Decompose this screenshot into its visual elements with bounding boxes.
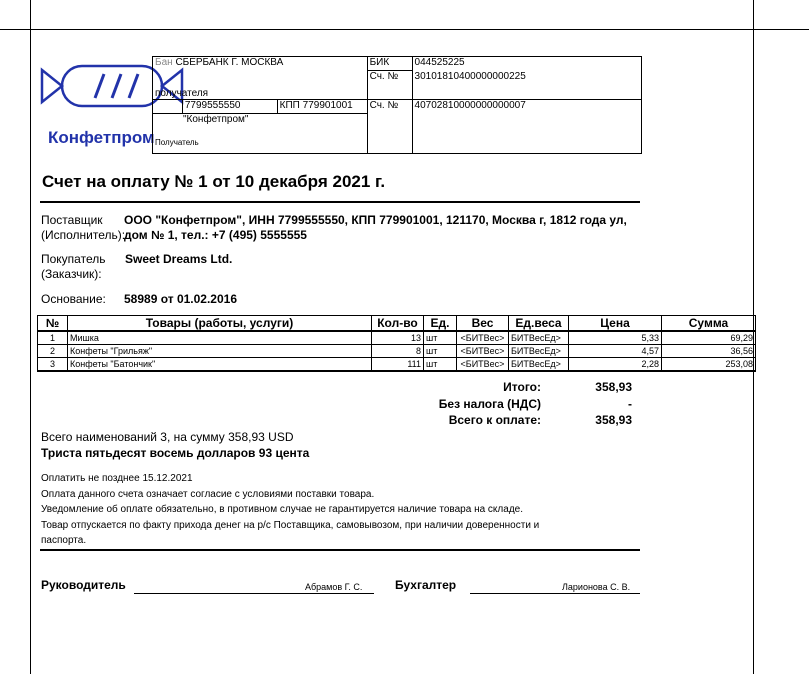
accountant-name: Ларионова С. В. [562, 582, 631, 592]
acc-value: 40702810000000000007 [412, 100, 641, 114]
note-line: Оплата данного счета означает согласие с условиями поставки товара. [41, 488, 375, 500]
row-n: 1 [38, 331, 68, 345]
total-value: 358,93 [595, 380, 632, 394]
note-line: Уведомление об оплате обязательно, в противном случае не гарантируется наличие товара на складе. [41, 504, 523, 515]
supplier-label [41, 213, 125, 243]
bik-value: 044525225 [412, 57, 641, 71]
col-header-price: Цена [569, 316, 662, 332]
kpp-label: КПП [279, 100, 300, 111]
row-qty: 8 [372, 345, 424, 358]
table-row [38, 345, 756, 358]
bank-prefix: Бан [155, 57, 173, 68]
kpp-value: 779901001 [302, 100, 353, 111]
row-qty: 13 [372, 331, 424, 345]
items-table [37, 315, 756, 372]
row-price: 2,28 [569, 358, 662, 372]
corr-label: Сч. № [367, 71, 412, 100]
page-top-tick [770, 29, 809, 30]
col-header-sum: Сумма [662, 316, 756, 332]
total-label: Итого: [503, 380, 541, 394]
note-line: Оплатить не позднее 15.12.2021 [41, 473, 193, 484]
buyer-value: Sweet Dreams Ltd. [125, 252, 233, 266]
corr-value: 30101810400000000225 [412, 71, 641, 100]
table-row [38, 358, 756, 372]
page-left-line [30, 0, 31, 674]
vat-value: - [628, 397, 632, 411]
supplier-line-2: дом № 1, тел.: +7 (495) 5555555 [124, 228, 307, 242]
row-name: Мишка [68, 331, 372, 345]
summary-words: Триста пятьдесят восемь долларов 93 цента [41, 446, 310, 460]
col-header-weight-unit: Ед.веса [509, 316, 569, 332]
supplier-label-2: (Исполнитель): [41, 228, 126, 242]
summary-count: Всего наименований 3, на сумму 358,93 USD [41, 430, 294, 444]
bank-recipient-label: получателя [155, 88, 209, 99]
page-top-line [0, 29, 809, 30]
col-header-goods: Товары (работы, услуги) [68, 316, 372, 332]
row-weight: <БИТВес> [457, 345, 509, 358]
row-price: 5,33 [569, 331, 662, 345]
row-weight-unit: БИТВесЕд> [509, 345, 569, 358]
row-sum: 36,56 [662, 345, 756, 358]
row-weight-unit: БИТВесЕд> [509, 331, 569, 345]
note-line: Товар отпускается по факту прихода денег на р/с Поставщика, самовывозом, при наличии доверенности и [41, 519, 540, 531]
bank-name: СБЕРБАНК Г. МОСКВА [175, 57, 284, 68]
supplier-value [124, 213, 627, 243]
recipient-name: "Конфетпром" [183, 114, 249, 125]
table-row [38, 331, 756, 345]
note-line: паспорта. [41, 535, 87, 546]
row-weight: <БИТВес> [457, 331, 509, 345]
pay-value: 358,93 [595, 413, 632, 427]
row-name: Конфеты "Батончик" [68, 358, 372, 372]
supplier-label-1: Поставщик [41, 213, 103, 227]
row-weight: <БИТВес> [457, 358, 509, 372]
acc-label: Сч. № [367, 100, 412, 114]
buyer-label-2: (Заказчик): [41, 267, 102, 281]
head-name: Абрамов Г. С. [305, 582, 363, 592]
inn-value: 7799555550 [182, 100, 277, 114]
head-label: Руководитель [41, 578, 126, 592]
head-sign-line [134, 593, 374, 594]
col-header-weight: Вес [457, 316, 509, 332]
title-underline [40, 201, 640, 203]
buyer-label [41, 252, 105, 282]
recipient-label: Получатель [155, 138, 199, 147]
row-sum: 69,29 [662, 331, 756, 345]
col-header-qty: Кол-во [372, 316, 424, 332]
invoice-title: Счет на оплату № 1 от 10 декабря 2021 г. [42, 172, 386, 191]
basis-label: Основание: [41, 292, 106, 306]
col-header-unit: Ед. [424, 316, 457, 332]
row-price: 4,57 [569, 345, 662, 358]
row-unit: шт [424, 331, 457, 345]
row-unit: шт [424, 345, 457, 358]
vat-label: Без налога (НДС) [438, 397, 541, 411]
buyer-label-1: Покупатель [41, 252, 106, 266]
row-unit: шт [424, 358, 457, 372]
notes-underline [40, 549, 640, 551]
row-sum: 253,08 [662, 358, 756, 372]
supplier-line-1: ООО "Конфетпром", ИНН 7799555550, КПП 779901001, 121170, Москва г, 1812 года ул, [124, 213, 627, 227]
logo-name: Конфетпром [48, 128, 155, 147]
basis-value: 58989 от 01.02.2016 [124, 292, 238, 306]
pay-label: Всего к оплате: [448, 413, 541, 427]
row-n: 2 [38, 345, 68, 358]
accountant-label: Бухгалтер [395, 578, 457, 592]
accountant-sign-line [470, 593, 640, 594]
row-n: 3 [38, 358, 68, 372]
bank-details [152, 56, 642, 154]
row-weight-unit: БИТВесЕд> [509, 358, 569, 372]
notes [41, 471, 539, 549]
col-header-n: № [38, 316, 68, 332]
row-qty: 111 [372, 358, 424, 372]
bik-label: БИК [367, 57, 412, 71]
row-name: Конфеты "Грильяж" [68, 345, 372, 358]
